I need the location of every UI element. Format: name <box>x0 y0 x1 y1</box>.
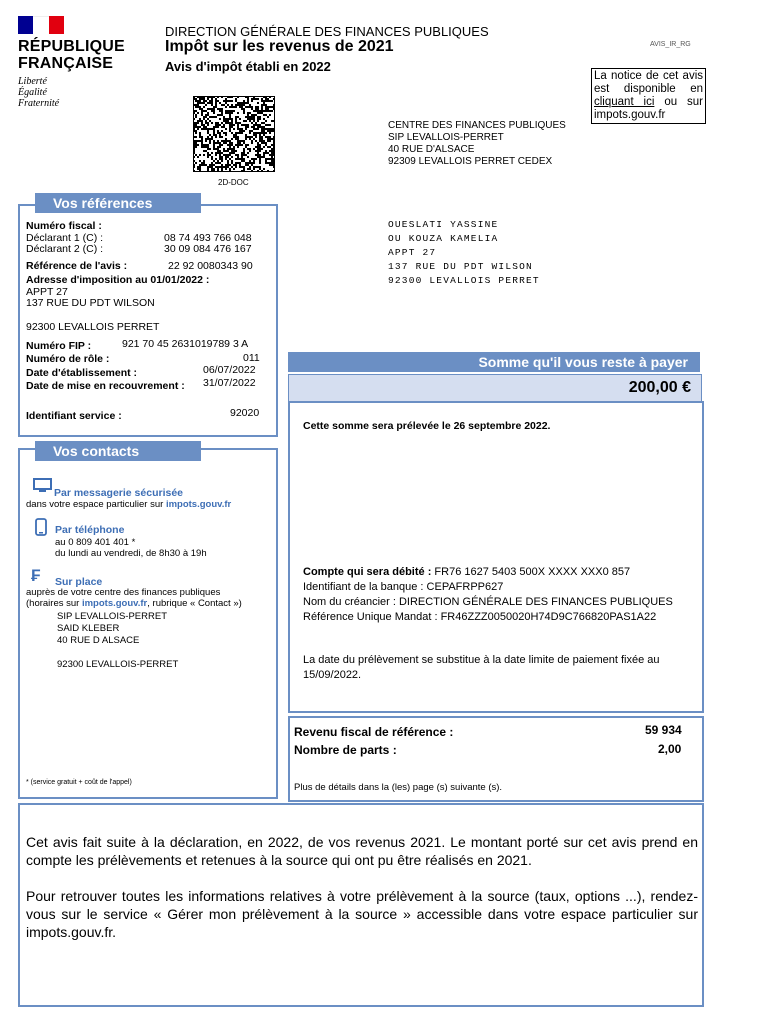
telephone-hours: du lundi au vendredi, de 8h30 à 19h <box>55 548 207 559</box>
info-paragraph-1: Cet avis fait suite à la déclaration, en 2022, de vos revenus 2021. Le montant porté sur cet avis prend en compte les prélèvements et retenues à la source qui ont pu être réalisés en 2021. <box>26 834 698 868</box>
sur-place-title: Sur place <box>55 576 103 588</box>
document-subtitle: Avis d'impôt établi en 2022 <box>165 59 331 74</box>
service-label: Identifiant service : <box>26 410 122 422</box>
telephone-title: Par téléphone <box>55 524 125 536</box>
contacts-footnote: * (service gratuit + coût de l'appel) <box>26 779 132 786</box>
tax-office-line: CENTRE DES FINANCES PUBLIQUES <box>388 120 566 131</box>
parts-value: 2,00 <box>658 742 682 756</box>
tax-office-line: 92309 LEVALLOIS PERRET CEDEX <box>388 156 553 167</box>
document-code: AVIS_IR_RG <box>650 41 691 48</box>
contacts-tab: Vos contacts <box>35 441 201 461</box>
role-value: 011 <box>243 352 260 364</box>
adresse-line1: APPT 27 <box>26 286 68 298</box>
ref-avis-label: Référence de l'avis : <box>26 260 128 272</box>
recouvrement-value: 31/07/2022 <box>203 377 256 389</box>
etablissement-value: 06/07/2022 <box>203 364 256 376</box>
etablissement-label: Date d'établissement : <box>26 367 138 379</box>
adresse-label: Adresse d'imposition au 01/01/2022 : <box>26 274 210 286</box>
2d-doc-code <box>193 96 275 172</box>
2d-doc-label: 2D-DOC <box>218 178 249 187</box>
republique-francaise-logo <box>18 16 128 111</box>
tax-office-address <box>388 120 566 168</box>
sur-place-addr4: 92300 LEVALLOIS-PERRET <box>57 659 179 670</box>
logo-title <box>18 38 125 72</box>
recouvrement-label: Date de mise en recouvrement : <box>26 380 185 392</box>
numero-fiscal-label: Numéro fiscal : <box>26 220 102 232</box>
sur-place-addr2: SAID KLEBER <box>57 623 120 634</box>
payment-tab-label: Somme qu'il vous reste à payer <box>478 354 688 370</box>
sur-place-text2-post: , rubrique « Contact ») <box>147 598 242 609</box>
tax-office-line: 40 RUE D'ALSACE <box>388 144 475 155</box>
fip-value: 921 70 45 2631019789 3 A <box>122 338 249 350</box>
declarant1-label: Déclarant 1 (C) : <box>26 232 104 244</box>
telephone-number: au 0 809 401 401 * <box>55 537 136 548</box>
compte-label: Compte qui sera débité : <box>303 566 435 578</box>
document-title: Impôt sur les revenus de 2021 <box>165 38 394 55</box>
computer-icon <box>33 478 53 494</box>
info-paragraph-2: Pour retrouver toutes les informations relatives à votre prélèvement à la source (taux, options ...), rendez-vous sur le service « Gérer mon prélèvement à la source » accessible dans votre espace particulier sur impots.gouv.fr. <box>26 888 698 940</box>
header-dgfip: DIRECTION GÉNÉRALE DES FINANCES PUBLIQUES <box>165 24 489 39</box>
logo-motto <box>18 76 59 109</box>
fip-label: Numéro FIP : <box>26 340 92 352</box>
compte-value: FR76 1627 5403 500X XXXX XXX0 857 <box>434 566 631 578</box>
prelevement-date: Cette somme sera prélevée le 26 septembre 2022. <box>303 420 551 432</box>
banque-id: Identifiant de la banque : CEPAFRPP627 <box>303 581 504 593</box>
notice-text: La notice de cet avis est disponible en <box>594 70 703 95</box>
motto-fraternite: Fraternité <box>18 98 60 109</box>
flag-icon <box>18 16 64 34</box>
impots-link[interactable]: impots.gouv.fr <box>165 499 232 510</box>
messagerie-text <box>26 499 231 510</box>
rfr-value: 59 934 <box>645 723 682 737</box>
recipient-line: APPT 27 <box>388 247 437 258</box>
creancier: Nom du créancier : DIRECTION GÉNÉRALE DES FINANCES PUBLIQUES <box>303 596 673 608</box>
service-value: 92020 <box>230 407 260 419</box>
role-label: Numéro de rôle : <box>26 353 110 365</box>
logo-title-line1: RÉPUBLIQUE <box>18 38 125 55</box>
motto-egalite: Égalité <box>18 87 47 98</box>
adresse-line2: 137 RUE DU PDT WILSON <box>26 297 155 309</box>
payment-amount: 200,00 € <box>628 379 691 396</box>
declarant1-value: 08 74 493 766 048 <box>164 232 252 244</box>
payment-amount-bar <box>288 374 702 402</box>
recipient-line: 137 RUE DU PDT WILSON <box>388 261 533 272</box>
notice-text-end: ou sur impots.gouv.fr <box>594 96 703 121</box>
sur-place-addr3: 40 RUE D ALSACE <box>57 635 140 646</box>
impots-link-2[interactable]: impots.gouv.fr <box>81 598 148 609</box>
declarant2-value: 30 09 084 476 167 <box>164 243 252 255</box>
franc-icon: ₣ <box>31 566 41 585</box>
details-note: Plus de détails dans la (les) page (s) suivante (s). <box>294 782 503 793</box>
sur-place-text1: auprès de votre centre des finances publiques <box>26 587 221 598</box>
logo-title-line2: FRANÇAISE <box>18 55 114 72</box>
messagerie-title: Par messagerie sécurisée <box>54 487 184 499</box>
sur-place-text2-pre: (horaires sur <box>26 598 82 609</box>
ref-avis-value: 22 92 0080343 90 <box>168 260 253 272</box>
payment-tab <box>288 352 700 372</box>
sur-place-text2 <box>26 598 242 609</box>
recipient-address <box>388 218 540 288</box>
tax-office-line: SIP LEVALLOIS-PERRET <box>388 132 504 143</box>
compte-debite <box>303 565 630 580</box>
messagerie-text-pre: dans votre espace particulier sur <box>26 499 166 510</box>
mandat-ref: Référence Unique Mandat : FR46ZZZ0050020H74D9C766820PAS1A22 <box>303 611 657 623</box>
adresse-line3: 92300 LEVALLOIS PERRET <box>26 321 160 333</box>
rfr-label: Revenu fiscal de référence : <box>294 725 454 739</box>
recipient-line: 92300 LEVALLOIS PERRET <box>388 275 540 286</box>
notice-box <box>591 68 706 124</box>
notice-link[interactable]: cliquant ici <box>594 96 655 108</box>
phone-icon <box>35 518 47 536</box>
declarant2-label: Déclarant 2 (C) : <box>26 243 104 255</box>
parts-label: Nombre de parts : <box>294 743 397 757</box>
motto-liberte: Liberté <box>18 76 47 87</box>
references-tab: Vos références <box>35 193 201 213</box>
sur-place-addr1: SIP LEVALLOIS-PERRET <box>57 611 167 622</box>
recipient-line: OUESLATI YASSINE <box>388 219 499 230</box>
recipient-line: OU KOUZA KAMELIA <box>388 233 499 244</box>
substitution-note: La date du prélèvement se substitue à la date limite de paiement fixée au 15/09/2022. <box>303 654 660 681</box>
